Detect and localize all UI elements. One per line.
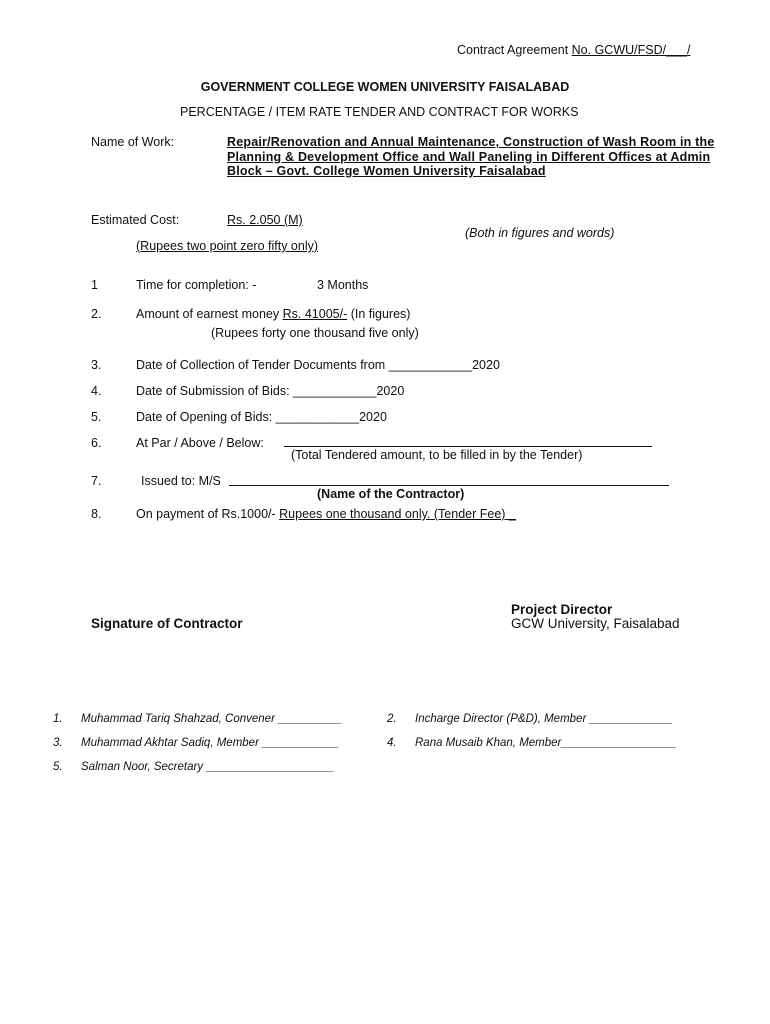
item-3-number: 3. bbox=[91, 358, 102, 372]
opening-date-line bbox=[136, 410, 387, 424]
submission-date-label: Date of Submission of Bids: bbox=[136, 384, 294, 398]
contractor-name-blank[interactable] bbox=[229, 485, 669, 486]
estimated-cost-value: Rs. 2.050 (M) bbox=[227, 213, 303, 227]
time-for-completion-value: 3 Months bbox=[317, 278, 369, 292]
signature-of-contractor: Signature of Contractor bbox=[91, 616, 243, 631]
item-6-number: 6. bbox=[91, 436, 102, 450]
contract-ref-number: No. GCWU/FSD/ bbox=[571, 43, 667, 57]
earnest-money-line bbox=[136, 307, 410, 321]
committee-number-2: 2. bbox=[387, 713, 397, 725]
estimated-cost-label: Estimated Cost: bbox=[91, 213, 180, 227]
earnest-money-amount: Rs. 41005/- bbox=[282, 307, 348, 321]
collection-date-blank[interactable]: ____________ bbox=[388, 358, 473, 372]
item-5-number: 5. bbox=[91, 410, 102, 424]
tender-fee-value: Rupees one thousand only. (Tender Fee) _ bbox=[279, 507, 516, 521]
committee-member-2: Incharge Director (P&D), Member _____________ bbox=[415, 713, 673, 725]
committee-number-5: 5. bbox=[53, 761, 63, 773]
submission-date-year: 2020 bbox=[376, 384, 405, 398]
work-label: Name of Work: bbox=[91, 135, 175, 149]
document-subtitle: PERCENTAGE / ITEM RATE TENDER AND CONTRACT FOR WORKS bbox=[180, 105, 579, 119]
opening-date-label: Date of Opening of Bids: bbox=[136, 410, 276, 424]
collection-date-line bbox=[136, 358, 500, 372]
tender-fee-line bbox=[136, 507, 516, 521]
committee-number-3: 3. bbox=[53, 737, 63, 749]
work-description: Repair/Renovation and Annual Maintenance, Construction of Wash Room in the Planning & Development Office and Wall Paneling in Different Offices at Admin Block – Govt. College Women University Faisalabad bbox=[227, 135, 715, 178]
opening-date-blank[interactable]: ____________ bbox=[275, 410, 360, 424]
committee-member-4: Rana Musaib Khan, Member__________________ bbox=[415, 737, 677, 749]
par-above-below-label: At Par / Above / Below: bbox=[136, 436, 264, 450]
earnest-money-suffix: (In figures) bbox=[347, 307, 411, 321]
committee-number-1: 1. bbox=[53, 713, 63, 725]
university-title: GOVERNMENT COLLEGE WOMEN UNIVERSITY FAISALABAD bbox=[200, 80, 570, 94]
submission-date-line bbox=[136, 384, 404, 398]
issued-to-label: Issued to: M/S bbox=[141, 474, 221, 488]
opening-date-year: 2020 bbox=[359, 410, 387, 424]
time-for-completion-label: Time for completion: - bbox=[136, 278, 257, 292]
committee-member-5: Salman Noor, Secretary ____________________ bbox=[81, 761, 335, 773]
committee-member-1: Muhammad Tariq Shahzad, Convener __________ bbox=[81, 713, 343, 725]
project-director-title: Project Director bbox=[511, 602, 613, 617]
collection-date-year: 2020 bbox=[472, 358, 500, 372]
contract-ref-blank: ___/ bbox=[666, 43, 691, 57]
earnest-money-words: (Rupees forty one thousand five only) bbox=[211, 326, 419, 340]
contractor-name-caption: (Name of the Contractor) bbox=[317, 487, 465, 501]
item-7-number: 7. bbox=[91, 474, 102, 488]
tender-fee-label: On payment of Rs.1000/- bbox=[136, 507, 280, 521]
figures-words-note: (Both in figures and words) bbox=[465, 226, 615, 240]
project-director-org: GCW University, Faisalabad bbox=[511, 616, 680, 631]
collection-date-label: Date of Collection of Tender Documents from bbox=[136, 358, 389, 372]
tendered-amount-blank[interactable] bbox=[284, 446, 652, 447]
tendered-amount-caption: (Total Tendered amount, to be filled in by the Tender) bbox=[291, 448, 583, 462]
committee-member-3: Muhammad Akhtar Sadiq, Member ____________ bbox=[81, 737, 339, 749]
contract-reference bbox=[457, 43, 690, 57]
committee-number-4: 4. bbox=[387, 737, 397, 749]
item-2-number: 2. bbox=[91, 307, 102, 321]
earnest-money-label: Amount of earnest money bbox=[136, 307, 283, 321]
estimated-cost-words: (Rupees two point zero fifty only) bbox=[136, 239, 319, 253]
item-4-number: 4. bbox=[91, 384, 102, 398]
submission-date-blank[interactable]: ____________ bbox=[293, 384, 377, 398]
item-8-number: 8. bbox=[91, 507, 102, 521]
item-1-number: 1 bbox=[91, 278, 98, 292]
contract-ref-label: Contract Agreement bbox=[457, 43, 572, 57]
